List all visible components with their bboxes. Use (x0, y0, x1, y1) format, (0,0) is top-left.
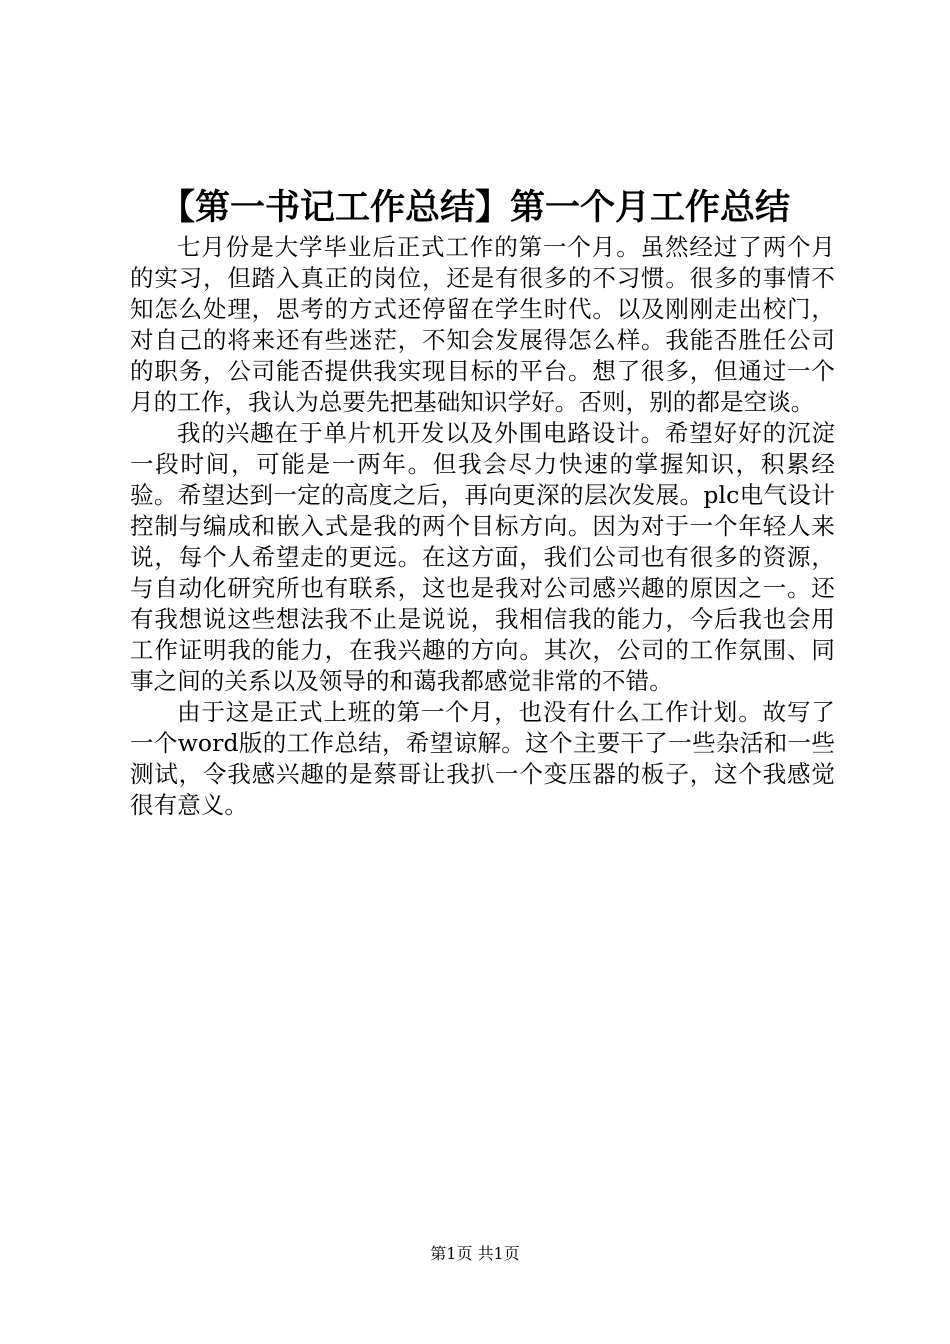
paragraph-2: 我的兴趣在于单片机开发以及外围电路设计。希望好好的沉淀一段时间，可能是一两年。但我会尽力快速的掌握知识，积累经验。希望达到一定的高度之后，再向更深的层次发展。plc电气设计控制与编成和嵌入式是我的两个目标方向。因为对于一个年轻人来说，每个人希望走的更远。在这方面，我们公司也有很多的资源，与自动化研究所也有联系，这也是我对公司感兴趣的原因之一。还有我想说这些想法我不止是说说，我相信我的能力，今后我也会用工作证明我的能力，在我兴趣的方向。其次，公司的工作氛围、同事之间的关系以及领导的和蔼我都感觉非常的不错。 (130, 419, 835, 695)
paragraph-1: 七月份是大学毕业后正式工作的第一个月。虽然经过了两个月的实习，但踏入真正的岗位，还是有很多的不习惯。很多的事情不知怎么处理，思考的方式还停留在学生时代。以及刚刚走出校门，对自己的将来还有些迷茫，不知会发展得怎么样。我能否胜任公司的职务，公司能否提供我实现目标的平台。想了很多，但通过一个月的工作，我认为总要先把基础知识学好。否则，别的都是空谈。 (130, 233, 835, 416)
document-body (130, 232, 835, 821)
page-number-footer: 第1页 共1页 (430, 1244, 520, 1263)
document-title: 【第一书记工作总结】第一个月工作总结 (159, 187, 790, 228)
paragraph-3: 由于这是正式上班的第一个月，也没有什么工作计划。故写了一个word版的工作总结，希望谅解。这个主要干了一些杂活和一些测试，令我感兴趣的是蔡哥让我扒一个变压器的板子，这个我感觉很有意义。 (130, 698, 835, 819)
